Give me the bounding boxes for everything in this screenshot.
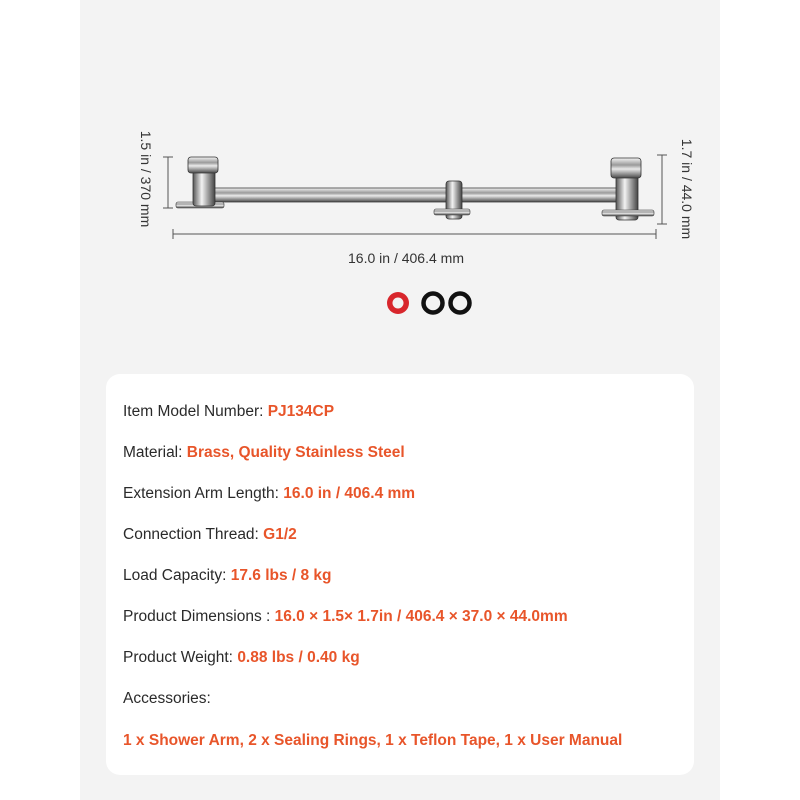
spec-row-model	[123, 403, 334, 421]
spec-value: 16.0 × 1.5× 1.7in / 406.4 × 37.0 × 44.0mm	[274, 608, 568, 625]
dimension-line-right	[657, 155, 667, 224]
sealing-ring-icon	[424, 294, 443, 313]
spec-label: Product Weight:	[123, 649, 238, 666]
teflon-tape-icon	[387, 292, 409, 314]
spec-row-material	[123, 444, 405, 462]
spec-value: Brass, Quality Stainless Steel	[186, 444, 405, 461]
accessories-value: 1 x Shower Arm, 2 x Sealing Rings, 1 x Teflon Tape, 1 x User Manual	[123, 732, 623, 749]
spec-value: 16.0 in / 406.4 mm	[283, 485, 416, 502]
spec-row-dimensions	[123, 608, 568, 626]
spec-label: Connection Thread:	[123, 526, 264, 543]
spec-row-load	[123, 567, 332, 585]
dimension-label-length: 16.0 in / 406.4 mm	[348, 250, 464, 266]
sealing-ring-icon	[451, 294, 470, 313]
dimension-line-left	[163, 157, 173, 208]
spec-label: Material:	[123, 444, 187, 461]
spec-row-thread	[123, 526, 297, 544]
dimension-label-left: 1.5 in / 370 mm	[138, 130, 154, 228]
spec-label: Accessories:	[123, 690, 211, 707]
spec-value: 0.88 lbs / 0.40 kg	[237, 649, 360, 666]
spec-value: 17.6 lbs / 8 kg	[230, 567, 332, 584]
spec-label: Product Dimensions :	[123, 608, 275, 625]
dimension-label-right: 1.7 in / 44.0 mm	[679, 138, 695, 240]
dimension-line-bottom	[173, 229, 656, 239]
spec-label: Load Capacity:	[123, 567, 231, 584]
spec-label: Extension Arm Length:	[123, 485, 284, 502]
spec-value: G1/2	[263, 526, 297, 543]
shower-arm	[176, 157, 654, 220]
spec-row-arm-length	[123, 485, 415, 503]
spec-value: PJ134CP	[267, 403, 335, 420]
spec-row-weight	[123, 649, 360, 667]
accessories-list	[123, 732, 622, 750]
spec-label: Item Model Number:	[123, 403, 268, 420]
spec-row-accessories	[123, 690, 211, 708]
